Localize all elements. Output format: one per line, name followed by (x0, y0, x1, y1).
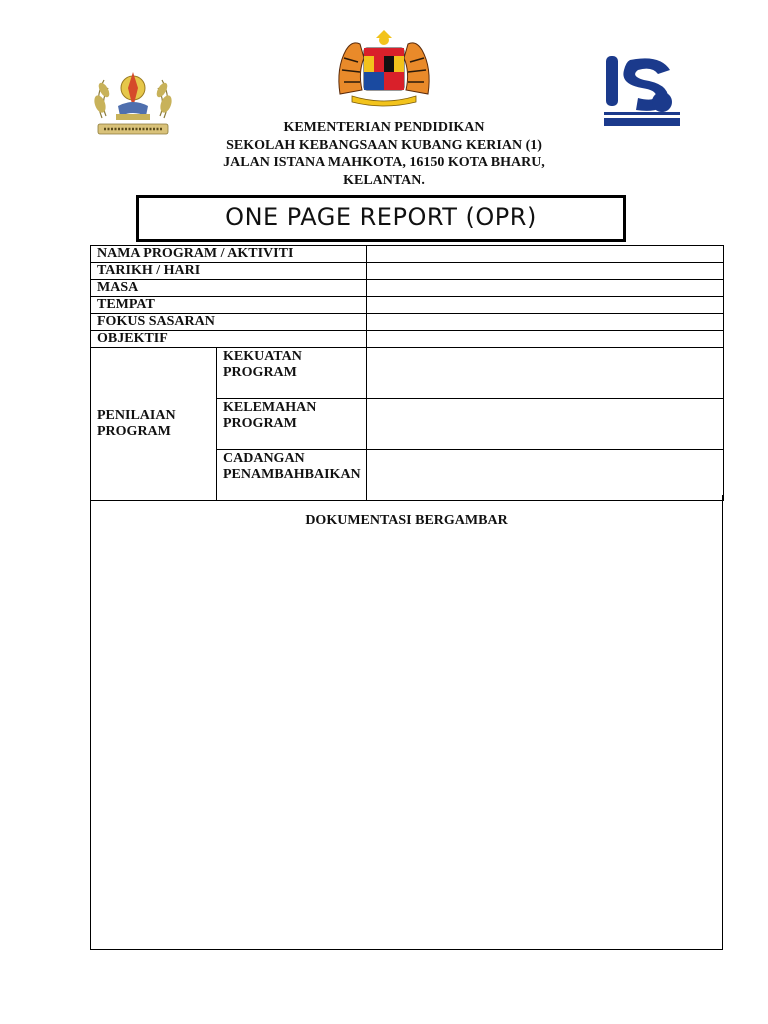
field-value-objective[interactable] (367, 331, 724, 348)
table-row (91, 297, 724, 314)
report-title-box (136, 195, 626, 242)
field-label-improvements: CADANGAN PENAMBAHBAIKAN (217, 450, 367, 501)
school-header (184, 119, 584, 189)
table-row (91, 246, 724, 263)
field-value-strengths[interactable] (367, 348, 724, 399)
field-label-date-day: TARIKH / HARI (91, 263, 367, 280)
field-value-improvements[interactable] (367, 450, 724, 501)
school-state: KELANTAN. (343, 172, 425, 188)
field-label-place: TEMPAT (91, 297, 367, 314)
table-row (91, 263, 724, 280)
field-value-weaknesses[interactable] (367, 399, 724, 450)
photo-documentation-title: DOKUMENTASI BERGAMBAR (305, 513, 508, 528)
field-label-time: MASA (91, 280, 367, 297)
school-address: JALAN ISTANA MAHKOTA, 16150 KOTA BHARU, (223, 155, 545, 170)
report-title: ONE PAGE REPORT (OPR) (225, 203, 537, 231)
field-label-strengths: KEKUATAN PROGRAM (217, 348, 367, 399)
malaysia-coat-of-arms-icon (332, 28, 436, 108)
field-value-place[interactable] (367, 297, 724, 314)
table-row (91, 331, 724, 348)
table-row (91, 314, 724, 331)
field-label-program-name: NAMA PROGRAM / AKTIVITI (91, 246, 367, 263)
field-value-time[interactable] (367, 280, 724, 297)
field-label-program-evaluation: PENILAIAN PROGRAM (91, 348, 217, 501)
field-value-program-name[interactable] (367, 246, 724, 263)
table-row (91, 280, 724, 297)
photo-documentation-area[interactable] (90, 495, 723, 950)
field-label-weaknesses: KELEMAHAN PROGRAM (217, 399, 367, 450)
field-label-target-focus: FOKUS SASARAN (91, 314, 367, 331)
field-value-target-focus[interactable] (367, 314, 724, 331)
ministry-of-education-crest-icon (88, 58, 178, 142)
school-name: SEKOLAH KEBANGSAAN KUBANG KERIAN (1) (226, 137, 542, 153)
table-row (91, 348, 724, 399)
report-form-table (90, 245, 724, 501)
field-value-date-day[interactable] (367, 263, 724, 280)
ministry-name: KEMENTERIAN PENDIDIKAN (283, 120, 485, 135)
transformasi-sekolah-2025-icon (600, 52, 684, 132)
field-label-objective: OBJEKTIF (91, 331, 367, 348)
